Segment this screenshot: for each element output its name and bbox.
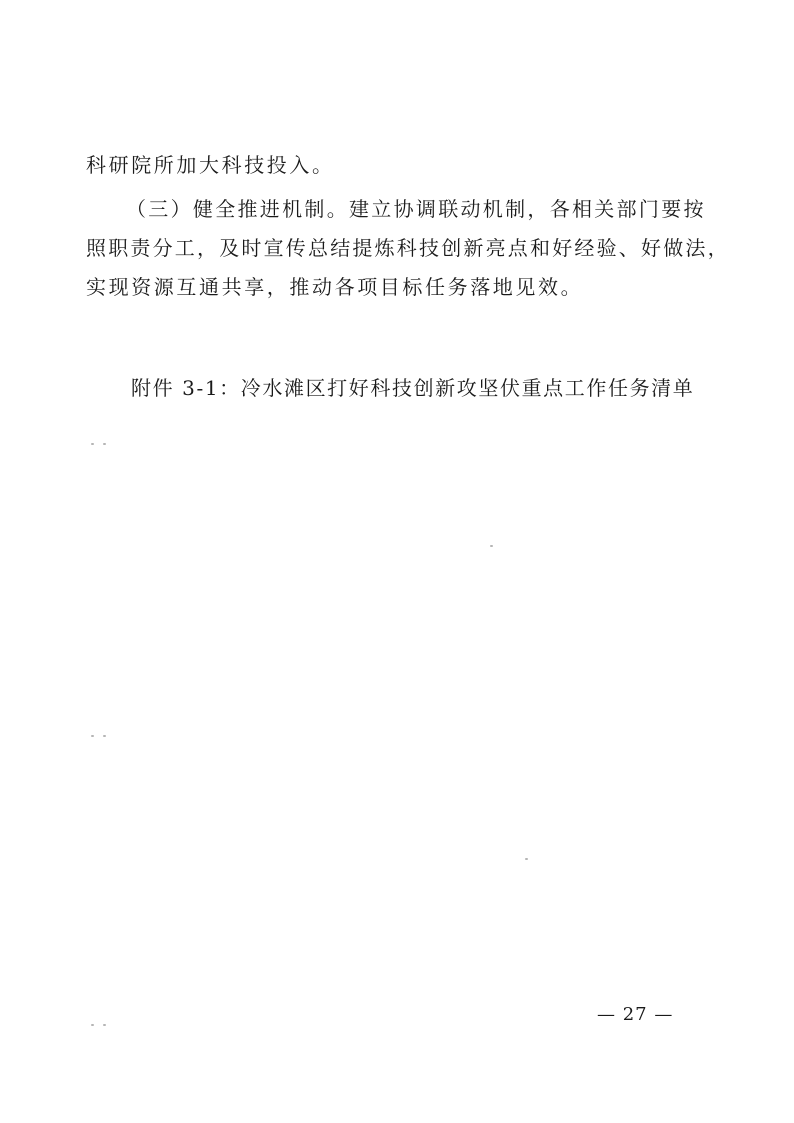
attachment-title: 附件 3-1：冷水滩区打好科技创新攻坚伏重点工作任务清单: [131, 376, 695, 400]
scan-speck: [103, 1024, 106, 1026]
body-line-2: （三）健全推进机制。建立协调联动机制，各相关部门要按: [126, 197, 706, 221]
scan-speck: [103, 443, 106, 445]
scan-speck: [91, 1024, 94, 1026]
scan-speck: [103, 735, 106, 737]
scan-speck: [91, 735, 94, 737]
scan-speck: [490, 545, 493, 547]
scan-speck: [91, 443, 94, 445]
page-number: — 27 —: [597, 1004, 674, 1025]
scan-speck: [525, 858, 528, 860]
body-line-1: 科研院所加大科技投入。: [86, 153, 335, 177]
body-line-3: 照职责分工，及时宣传总结提炼科技创新亮点和好经验、好做法，: [86, 236, 730, 260]
body-line-4: 实现资源互通共享，推动各项目标任务落地见效。: [86, 275, 584, 299]
